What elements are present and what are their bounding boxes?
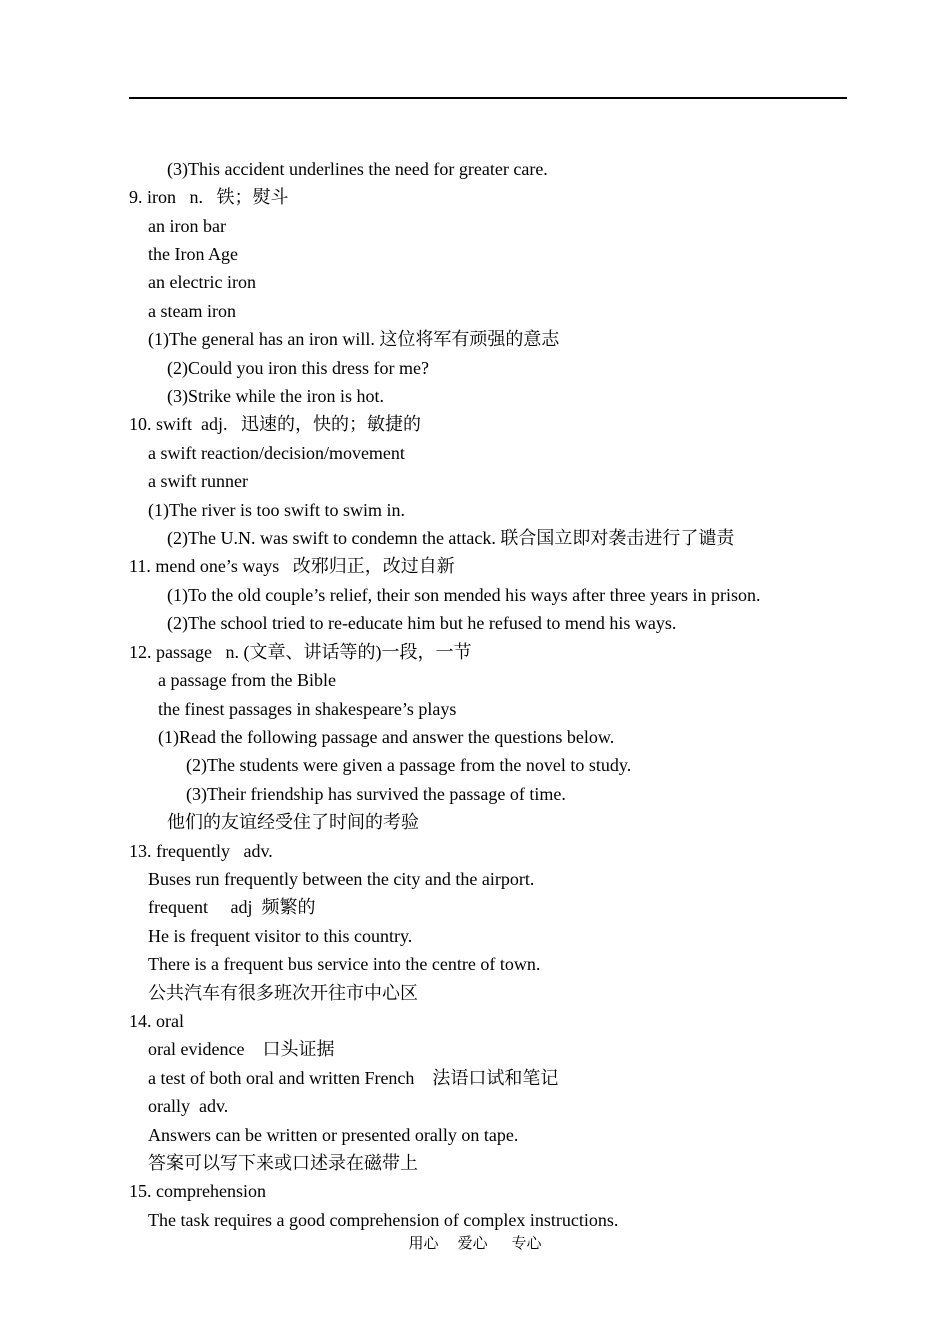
entry-heading: 12. passage n. (文章、讲话等的)一段，一节 xyxy=(129,642,472,662)
text-line: He is frequent visitor to this country. xyxy=(148,926,413,946)
text-line: orally adv. xyxy=(148,1096,229,1116)
text-line: the finest passages in shakespeare’s plays xyxy=(158,699,457,719)
text-line: (2)The U.N. was swift to condemn the attack. 联合国立即对袭击进行了谴责 xyxy=(167,528,735,548)
text-line: The task requires a good comprehension of complex instructions. xyxy=(148,1210,619,1230)
entry-heading: 10. swift adj. 迅速的，快的；敏捷的 xyxy=(129,414,421,434)
header-rule xyxy=(129,97,847,99)
text-line: (3)Their friendship has survived the passage of time. xyxy=(186,784,566,804)
text-line: There is a frequent bus service into the centre of town. xyxy=(148,954,541,974)
text-line: the Iron Age xyxy=(148,244,238,264)
text-line: an iron bar xyxy=(148,216,226,236)
text-line: (1)The river is too swift to swim in. xyxy=(148,500,405,520)
text-line: 公共汽车有很多班次开往市中心区 xyxy=(148,983,418,1003)
text-line: (2)The school tried to re-educate him but he refused to mend his ways. xyxy=(167,613,677,633)
text-line: a passage from the Bible xyxy=(158,670,336,690)
text-line: (2)The students were given a passage from the novel to study. xyxy=(186,755,632,775)
text-line: oral evidence 口头证据 xyxy=(148,1039,335,1059)
text-line: a swift reaction/decision/movement xyxy=(148,443,405,463)
text-line: 答案可以写下来或口述录在磁带上 xyxy=(148,1153,418,1173)
text-line: Answers can be written or presented orally on tape. xyxy=(148,1125,519,1145)
page-footer: 用心 爱心 专心 xyxy=(408,1234,542,1252)
entry-heading: 15. comprehension xyxy=(129,1181,266,1201)
entry-heading: 14. oral xyxy=(129,1011,184,1031)
text-line: 他们的友谊经受住了时间的考验 xyxy=(167,812,419,832)
entry-heading: 13. frequently adv. xyxy=(129,841,273,861)
text-line: (3)Strike while the iron is hot. xyxy=(167,386,384,406)
text-line: (1)The general has an iron will. 这位将军有顽强的意志 xyxy=(148,329,560,349)
entry-heading: 11. mend one’s ways 改邪归正，改过自新 xyxy=(129,556,455,576)
text-line: an electric iron xyxy=(148,272,256,292)
text-line: Buses run frequently between the city and the airport. xyxy=(148,869,535,889)
entry-heading: 9. iron n. 铁；熨斗 xyxy=(129,187,289,207)
text-line: (1)Read the following passage and answer the questions below. xyxy=(158,727,615,747)
text-line: (3)This accident underlines the need for greater care. xyxy=(167,159,548,179)
text-line: (1)To the old couple’s relief, their son mended his ways after three years in prison. xyxy=(167,585,761,605)
text-line: frequent adj 频繁的 xyxy=(148,897,316,917)
text-line: a swift runner xyxy=(148,471,248,491)
text-line: a test of both oral and written French 法语口试和笔记 xyxy=(148,1068,559,1088)
text-line: a steam iron xyxy=(148,301,236,321)
text-line: (2)Could you iron this dress for me? xyxy=(167,358,429,378)
